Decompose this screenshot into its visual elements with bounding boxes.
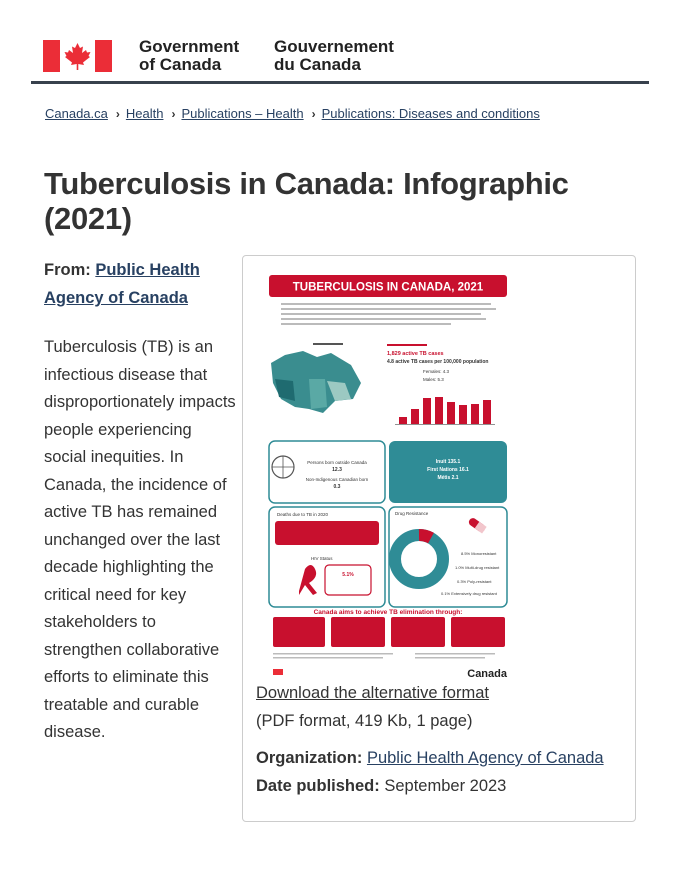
- infographic-aims: Canada aims to achieve TB elimination through:: [313, 609, 463, 616]
- publication-card: [242, 255, 636, 822]
- date-label: Date published:: [256, 777, 380, 795]
- date-value: September 2023: [384, 777, 507, 795]
- infographic-first-nations: First Nations 16.1: [427, 467, 469, 473]
- infographic-rate: 4.8 active TB cases per 100,000 population: [387, 359, 489, 365]
- signature-en-line2: of Canada: [139, 55, 222, 74]
- from-link[interactable]: Public Health Agency of Canada: [44, 261, 200, 307]
- infographic-cases: 1,829 active TB cases: [387, 351, 444, 357]
- chevron-right-icon: ›: [115, 107, 120, 121]
- breadcrumb-canada[interactable]: Canada.ca: [45, 106, 108, 121]
- infographic-mono: 8.5% Monoresistant: [461, 551, 497, 556]
- infographic-metis: Métis 2.1: [437, 475, 459, 481]
- infographic-non-indigenous: Non-Indigenous Canadian born: [305, 477, 369, 482]
- infographic-mdr: 1.0% Multi-drug resistant: [455, 565, 500, 570]
- infographic-born-outside: Persons born outside Canada: [307, 460, 367, 465]
- infographic-hiv-pct: 5.1%: [342, 572, 354, 578]
- organization-line: [256, 749, 604, 768]
- chevron-right-icon: ›: [171, 107, 176, 121]
- download-format: (PDF format, 419 Kb, 1 page): [256, 712, 473, 730]
- infographic-wordmark: Canada: [467, 668, 507, 680]
- infographic-title: TUBERCULOSIS IN CANADA, 2021: [292, 281, 484, 294]
- breadcrumb: [45, 106, 540, 121]
- site-header: [0, 0, 680, 86]
- organization-link[interactable]: Public Health Agency of Canada: [366, 749, 604, 767]
- signature-fr-line1: Gouvernement: [274, 37, 394, 56]
- from-label: From:: [44, 261, 91, 279]
- infographic-non-indigenous-val: 0.3: [333, 484, 341, 490]
- signature-fr-line2: du Canada: [274, 55, 361, 74]
- infographic-inuit: Inuit 135.1: [435, 459, 461, 465]
- infographic-thumbnail[interactable]: [265, 271, 515, 683]
- date-line: [256, 777, 506, 796]
- download-link[interactable]: Download the alternative format: [256, 684, 489, 702]
- infographic-xdr: 0.1% Extensively drug resistant: [441, 591, 497, 596]
- infographic-males: Males: 5.3: [423, 377, 444, 382]
- canada-flag-icon[interactable]: [43, 40, 112, 72]
- chevron-right-icon: ›: [311, 107, 316, 121]
- infographic-deaths-heading: Deaths due to TB in 2020: [277, 512, 328, 517]
- infographic-drug-heading: Drug Resistance: [395, 511, 429, 516]
- infographic-poly: 0.3% Poly-resistant: [457, 579, 492, 584]
- infographic-born-outside-val: 12.3: [332, 467, 342, 473]
- header-divider: [31, 81, 649, 84]
- page-title: Tuberculosis in Canada: Infographic (2021): [44, 166, 569, 236]
- breadcrumb-health[interactable]: Health: [125, 106, 164, 121]
- signature-en-line1: Government: [139, 37, 240, 56]
- signature-fr[interactable]: [274, 38, 394, 74]
- breadcrumb-publications-health[interactable]: Publications – Health: [181, 106, 304, 121]
- from-line: [44, 256, 234, 312]
- infographic-females: Females: 4.3: [423, 369, 450, 374]
- organization-label: Organization:: [256, 749, 363, 767]
- lead-paragraph: Tuberculosis (TB) is an infectious disease that disproportionately impacts people experiencing social inequities. In Canada, the incidence of active TB has remained unchanged over the last decade highlighting the critical need for key stakeholders to strengthen collaborative efforts to eliminate this treatable and curable disease.: [44, 338, 236, 741]
- signature-en[interactable]: [139, 38, 239, 74]
- infographic-hiv-heading: HIV Status: [311, 556, 333, 561]
- breadcrumb-diseases[interactable]: Publications: Diseases and conditions: [321, 106, 540, 121]
